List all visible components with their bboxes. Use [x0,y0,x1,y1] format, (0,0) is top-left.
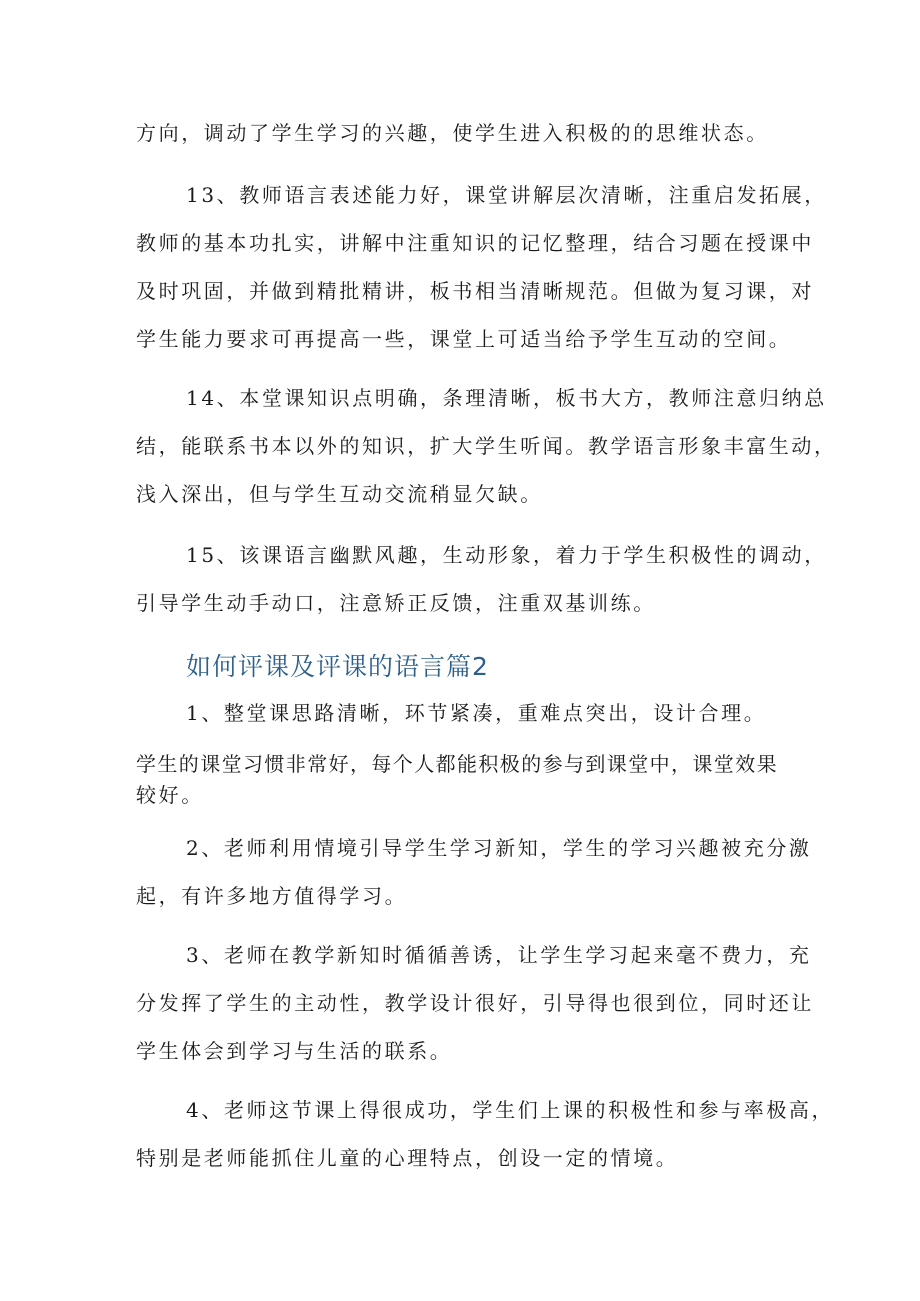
paragraph-line: 浅入深出，但与学生互动交流稍显欠缺。 [136,482,543,506]
paragraph-line: 起，有许多地方值得学习。 [136,884,408,908]
paragraph-line: 13、教师语言表述能力好，课堂讲解层次清晰，注重启发拓展， [186,183,827,207]
paragraph-line: 3、老师在教学新知时循循善诱，让学生学习起来毫不费力，充 [186,943,812,967]
paragraph-line: 结，能联系书本以外的知识，扩大学生听闻。教学语言形象丰富生动， [136,434,837,458]
paragraph-line: 引导学生动手动口，注意矫正反馈，注重双基训练。 [136,591,656,615]
paragraph-line: 15、该课语言幽默风趣，生动形象，着力于学生积极性的调动， [186,543,827,567]
paragraph-line: 教师的基本功扎实，讲解中注重知识的记忆整理，结合习题在授课中 [136,231,814,255]
paragraph-line: 方向，调动了学生学习的兴趣，使学生进入积极的的思维状态。 [136,121,769,145]
paragraph-line: 较好。 [136,783,204,807]
paragraph-line: 学生能力要求可再提高一些，课堂上可适当给予学生互动的空间。 [136,327,792,351]
paragraph-line: 14、本堂课知识点明确，条理清晰，板书大方，教师注意归纳总 [186,386,827,410]
paragraph-line: 4、老师这节课上得很成功，学生们上课的积极性和参与率极高， [186,1098,835,1122]
paragraph-line: 1、整堂课思路清晰，环节紧凑，重难点突出，设计合理。 [186,701,767,725]
paragraph-line: 特别是老师能抓住儿童的心理特点，创设一定的情境。 [136,1146,679,1170]
paragraph-line: 2、老师利用情境引导学生学习新知，学生的学习兴趣被充分激 [186,836,812,860]
paragraph-line: 学生体会到学习与生活的联系。 [136,1039,453,1063]
section-heading: 如何评课及评课的语言篇2 [186,652,489,681]
paragraph-line: 分发挥了学生的主动性，教学设计很好，引导得也很到位，同时还让 [136,991,814,1015]
paragraph-line: 学生的课堂习惯非常好，每个人都能积极的参与到课堂中，课堂效果 [136,752,778,776]
paragraph-line: 及时巩固，并做到精批精讲，板书相当清晰规范。但做为复习课，对 [136,279,814,303]
